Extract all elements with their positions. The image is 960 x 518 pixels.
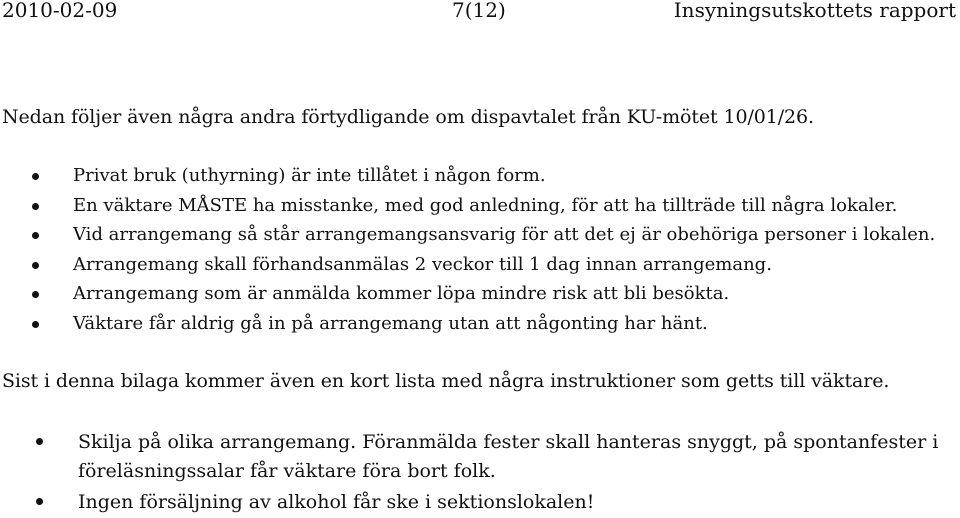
rule-text: Privat bruk (uthyrning) är inte tillåtet i någon form.	[73, 165, 546, 186]
instruction-line: Ingen försäljning av alkohol får ske i sektionslokalen!	[78, 491, 595, 513]
header-report-title: Insyningsutskottets rapport	[673, 0, 956, 22]
instruction-text	[78, 428, 938, 486]
instruction-text	[78, 488, 594, 517]
bullet-icon	[32, 203, 39, 210]
rule-text: Arrangemang skall förhandsanmälas 2 veckor till 1 dag innan arrangemang.	[73, 253, 772, 275]
rule-text: Väktare får aldrig gå in på arrangemang utan att någonting har hänt.	[73, 312, 708, 334]
bullet-icon	[32, 321, 39, 328]
closing-paragraph: Sist i denna bilaga kommer även en kort lista med några instruktioner som getts till väktare.	[2, 370, 890, 392]
bullet-icon	[32, 262, 39, 269]
page-header	[0, 0, 960, 24]
bullet-icon	[32, 173, 39, 180]
rule-text: En väktare MÅSTE ha misstanke, med god anledning, för att ha tillträde till några lokaler.	[73, 194, 898, 216]
bullet-icon	[36, 438, 43, 445]
header-page-number: 7(12)	[452, 0, 506, 22]
bullet-icon	[36, 498, 43, 505]
intro-paragraph: Nedan följer även några andra förtydligande om dispavtalet från KU-mötet 10/01/26.	[2, 106, 814, 128]
header-date: 2010-02-09	[2, 0, 118, 22]
rule-text: Arrangemang som är anmälda kommer löpa mindre risk att bli besökta.	[73, 283, 730, 304]
instruction-line: föreläsningssalar får väktare föra bort folk.	[78, 460, 496, 482]
bullet-icon	[32, 232, 39, 239]
rule-text: Vid arrangemang så står arrangemangsansvarig för att det ej är obehöriga personer i lokalen.	[73, 224, 936, 245]
bullet-icon	[32, 291, 39, 298]
instruction-line: Skilja på olika arrangemang. Föranmälda fester skall hanteras snyggt, på spontanfester i	[78, 431, 939, 453]
